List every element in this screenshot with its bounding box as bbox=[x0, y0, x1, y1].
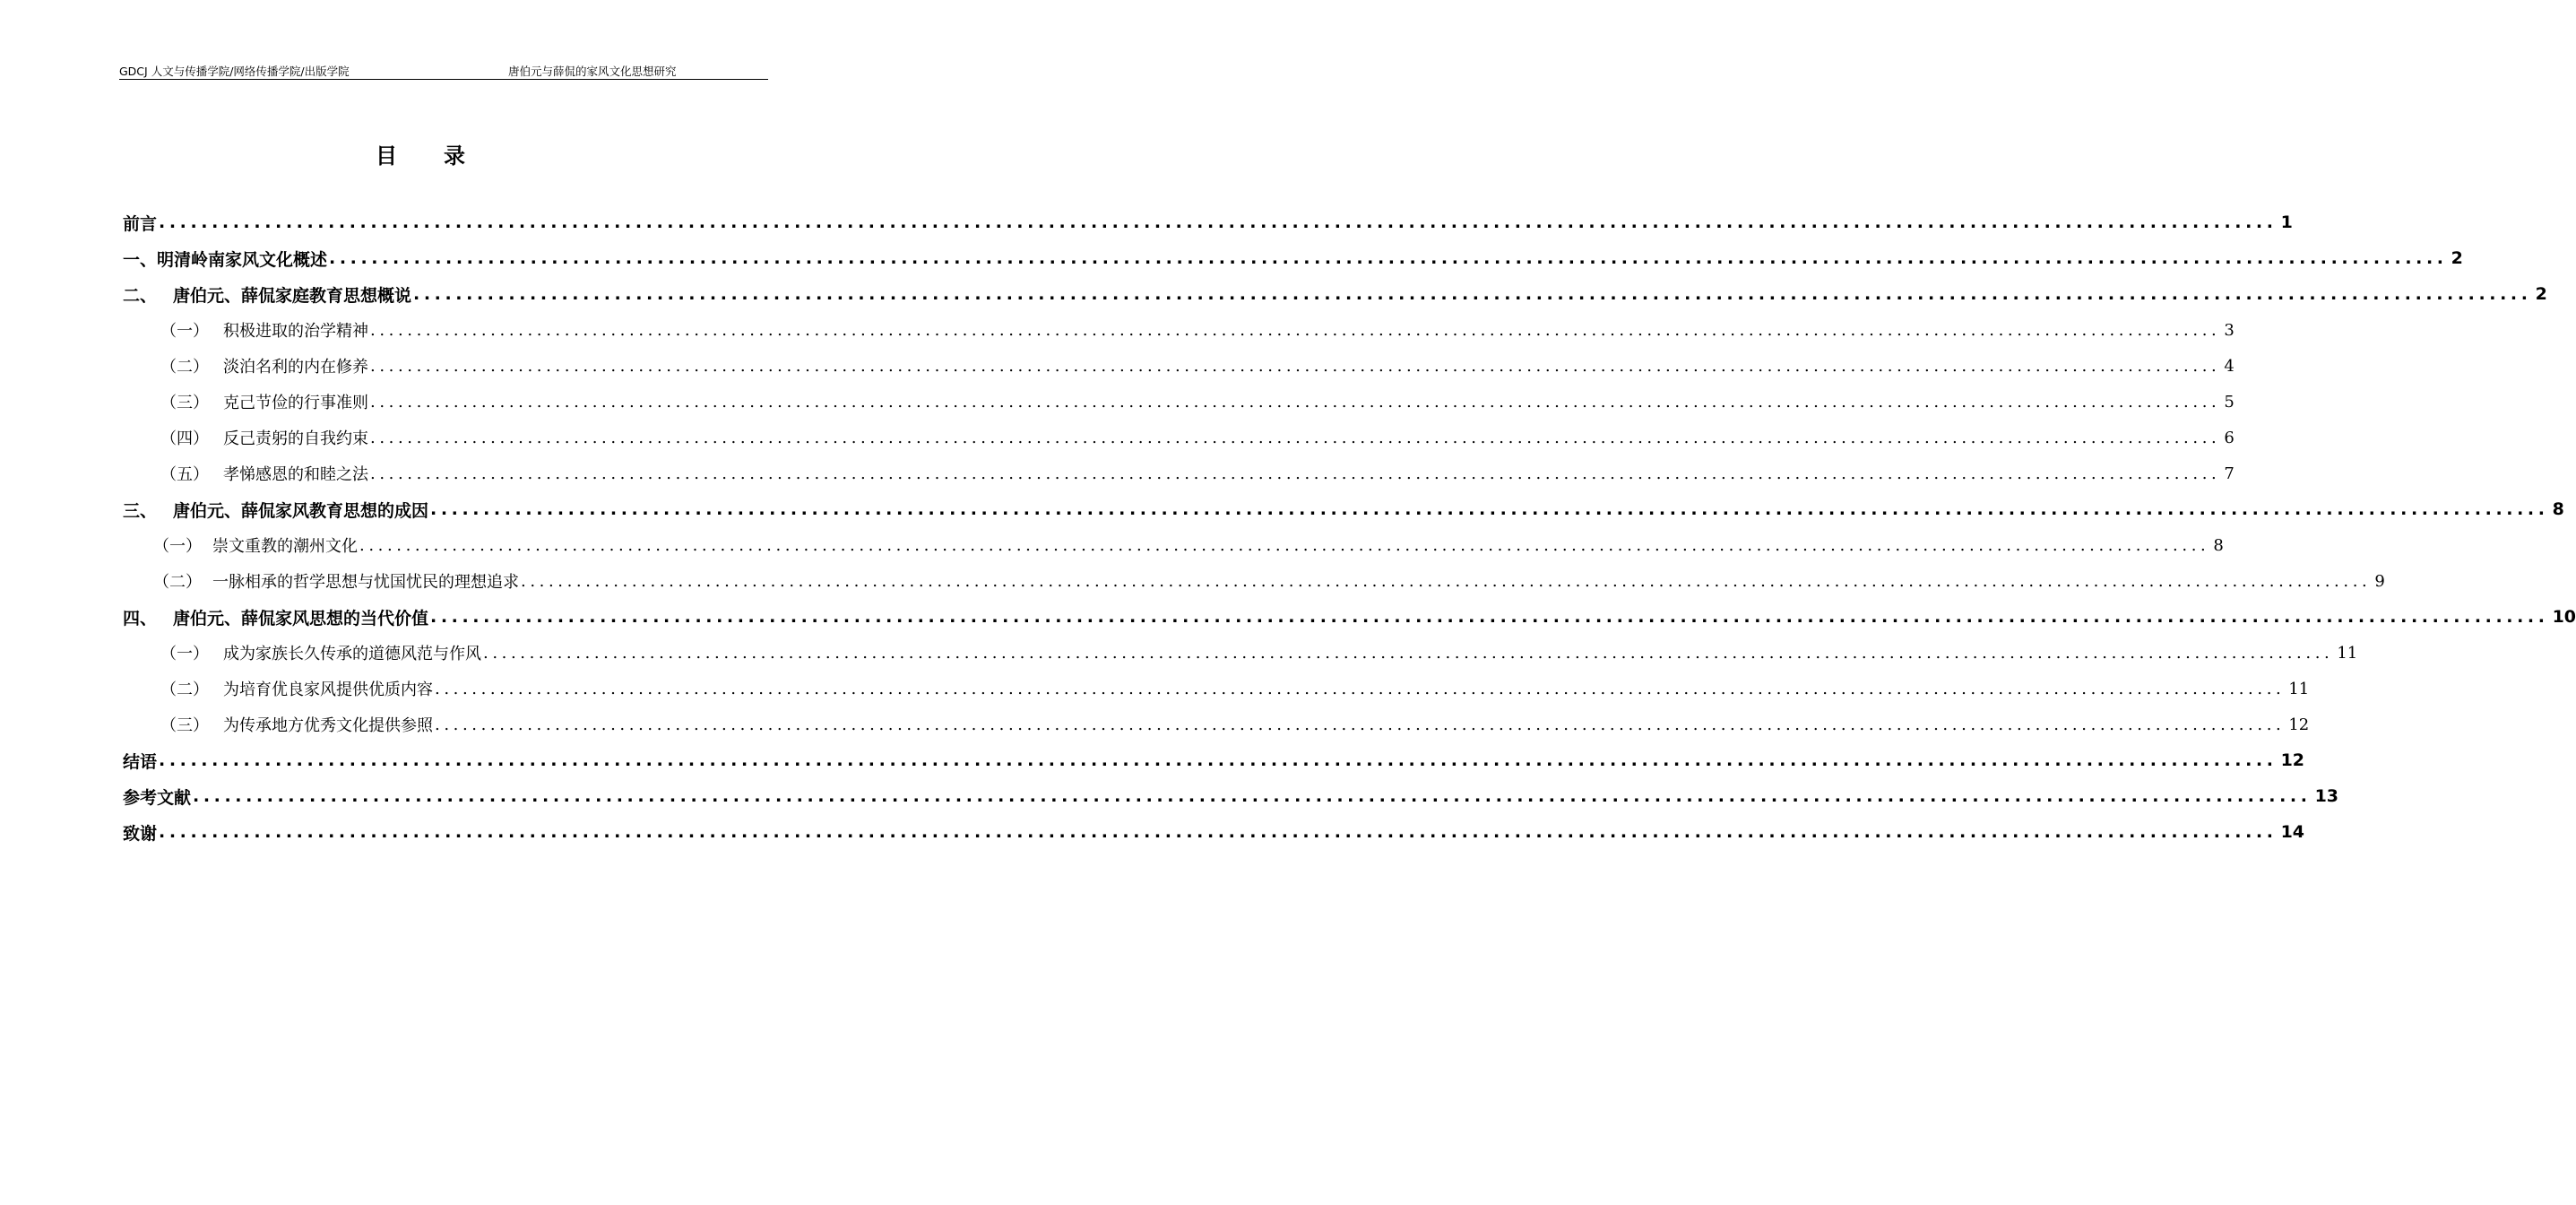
toc-entry-section-2-1[interactable] bbox=[123, 312, 2235, 348]
toc-entry-number: （二） bbox=[160, 358, 209, 377]
toc-leader: ........................................................................................................................................................................................................ bbox=[370, 392, 2221, 412]
toc-entry-number: 一、 bbox=[123, 249, 158, 270]
toc-entry-section-4-2[interactable] bbox=[123, 671, 2310, 707]
toc-leader: ........................................................................................................................................................................................................ bbox=[193, 786, 2312, 806]
toc-entry-section-1[interactable] bbox=[123, 240, 2463, 276]
toc-entry-section-2-4[interactable] bbox=[123, 420, 2235, 455]
toc-entry-page: 4 bbox=[2224, 356, 2235, 376]
toc-leader: ........................................................................................................................................................................................................ bbox=[430, 499, 2549, 519]
toc-entry-label: 反己责躬的自我约束 bbox=[223, 429, 368, 448]
toc-entry-page: 5 bbox=[2224, 392, 2235, 412]
toc-entry-page: 10 bbox=[2552, 607, 2576, 627]
toc-title: 目录 bbox=[376, 143, 512, 169]
toc-entry-label: 唐伯元、薛侃家风思想的当代价值 bbox=[173, 608, 429, 629]
toc-entry-label: 孝悌感恩的和睦之法 bbox=[223, 465, 368, 484]
toc-entry-label: 崇文重教的潮州文化 bbox=[212, 537, 358, 556]
toc-entry-number: 二、 bbox=[123, 285, 158, 306]
toc-leader: ........................................................................................................................................................................................................ bbox=[370, 320, 2221, 340]
toc-entry-section-2-5[interactable] bbox=[123, 455, 2235, 491]
toc-entry-number: （一） bbox=[160, 645, 209, 663]
toc-entry-label: 淡泊名利的内在修养 bbox=[223, 358, 368, 377]
toc-entry-page: 11 bbox=[2288, 679, 2310, 698]
toc-entry-number: （五） bbox=[160, 465, 209, 484]
toc-entry-page: 6 bbox=[2224, 428, 2235, 447]
toc-entry-section-4-3[interactable] bbox=[123, 707, 2310, 742]
toc-leader: ........................................................................................................................................................................................................ bbox=[435, 679, 2286, 698]
toc-entry-label: 唐伯元、薛侃家庭教育思想概说 bbox=[173, 285, 412, 306]
toc-entry-page: 8 bbox=[2552, 499, 2564, 519]
toc-leader: ........................................................................................................................................................................................................ bbox=[483, 643, 2334, 663]
toc-leader: ........................................................................................................................................................................................................ bbox=[370, 356, 2221, 376]
toc-leader: ........................................................................................................................................................................................................ bbox=[370, 428, 2221, 447]
toc-leader: ........................................................................................................................................................................................................ bbox=[521, 571, 2372, 591]
toc-entry-references[interactable] bbox=[123, 778, 2339, 814]
toc-entry-section-2[interactable] bbox=[123, 276, 2547, 312]
toc-entry-label: 明清岭南家风文化概述 bbox=[157, 249, 328, 270]
toc-entry-number: （二） bbox=[160, 681, 209, 699]
toc-entry-page: 12 bbox=[2280, 750, 2305, 770]
toc-entry-label: 克己节俭的行事准则 bbox=[223, 394, 368, 412]
toc-leader: ........................................................................................................................................................................................................ bbox=[159, 212, 2278, 232]
toc-entry-page: 7 bbox=[2224, 464, 2235, 483]
toc-entry-section-3-2[interactable] bbox=[123, 563, 2385, 599]
toc-leader: ........................................................................................................................................................................................................ bbox=[159, 750, 2278, 770]
toc-entry-page: 1 bbox=[2280, 212, 2293, 232]
toc-entry-page: 8 bbox=[2213, 535, 2224, 555]
toc-leader: ........................................................................................................................................................................................................ bbox=[159, 822, 2278, 842]
toc-entry-page: 2 bbox=[2535, 284, 2547, 304]
toc-entry-label: 为传承地方优秀文化提供参照 bbox=[223, 716, 433, 735]
toc-entry-number: （四） bbox=[160, 429, 209, 448]
toc-entry-label: 一脉相承的哲学思想与忧国忧民的理想追求 bbox=[212, 573, 519, 592]
header-left-text: GDCJ 人文与传播学院/网络传播学院/出版学院 bbox=[119, 65, 350, 78]
toc-entry-section-4[interactable] bbox=[123, 599, 2576, 635]
toc-entry-number: （三） bbox=[160, 394, 209, 412]
toc-entry-page: 12 bbox=[2288, 715, 2310, 734]
toc-leader: ........................................................................................................................................................................................................ bbox=[430, 607, 2549, 627]
toc-entry-section-3-1[interactable] bbox=[123, 527, 2224, 563]
toc-entry-label: 积极进取的治学精神 bbox=[223, 322, 368, 341]
toc-leader: ........................................................................................................................................................................................................ bbox=[329, 248, 2448, 268]
toc-entry-number: （一） bbox=[160, 322, 209, 341]
toc-entry-number: （一） bbox=[153, 537, 202, 556]
toc-entry-page: 3 bbox=[2224, 320, 2235, 340]
toc-entry-section-2-3[interactable] bbox=[123, 384, 2235, 420]
toc-entry-label: 前言 bbox=[123, 213, 158, 234]
toc-leader: ........................................................................................................................................................................................................ bbox=[370, 464, 2221, 483]
toc-entry-page: 14 bbox=[2280, 822, 2305, 842]
toc-entry-number: 四、 bbox=[123, 608, 158, 629]
toc-entry-number: （二） bbox=[153, 573, 202, 592]
toc-leader: ........................................................................................................................................................................................................ bbox=[359, 535, 2210, 555]
header-right-text: 唐伯元与薛侃的家风文化思想研究 bbox=[508, 65, 677, 78]
toc-entry-conclusion[interactable] bbox=[123, 742, 2305, 778]
toc-entry-label: 唐伯元、薛侃家风教育思想的成因 bbox=[173, 500, 429, 521]
toc-entry-number: （三） bbox=[160, 716, 209, 735]
toc-entry-label: 结语 bbox=[123, 751, 158, 772]
toc-entry-preface[interactable] bbox=[123, 204, 2293, 240]
toc-entry-page: 13 bbox=[2314, 786, 2339, 806]
toc-entry-section-4-1[interactable] bbox=[123, 635, 2358, 671]
toc-leader: ........................................................................................................................................................................................................ bbox=[413, 284, 2532, 304]
toc-entry-label: 成为家族长久传承的道德风范与作风 bbox=[223, 645, 481, 663]
toc-entry-number: 三、 bbox=[123, 500, 158, 521]
toc-entry-acknowledgements[interactable] bbox=[123, 814, 2305, 850]
toc-entry-section-3[interactable] bbox=[123, 491, 2564, 527]
toc-entry-label: 参考文献 bbox=[123, 787, 192, 808]
toc-leader: ........................................................................................................................................................................................................ bbox=[435, 715, 2286, 734]
toc-entry-label: 致谢 bbox=[123, 823, 158, 844]
toc-entry-section-2-2[interactable] bbox=[123, 348, 2235, 384]
toc-entry-page: 11 bbox=[2337, 643, 2358, 663]
toc-entry-label: 为培育优良家风提供优质内容 bbox=[223, 681, 433, 699]
toc-entry-page: 2 bbox=[2451, 248, 2463, 268]
table-of-contents bbox=[123, 204, 2576, 850]
toc-entry-page: 9 bbox=[2374, 571, 2385, 591]
page-header bbox=[119, 59, 768, 80]
